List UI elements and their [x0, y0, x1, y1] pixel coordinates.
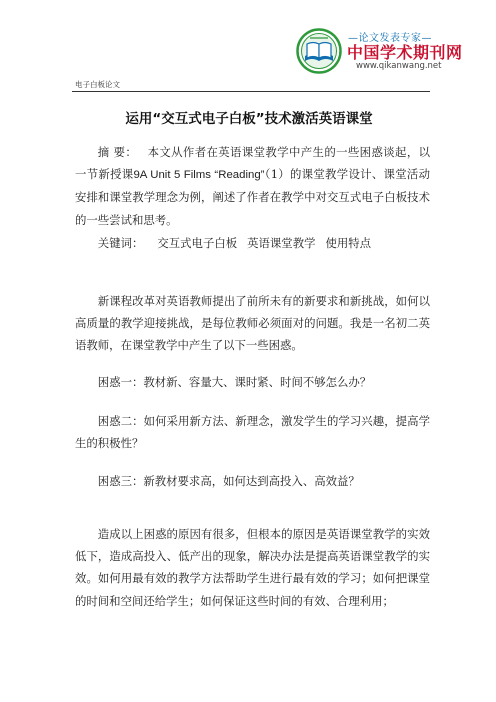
- logo-brand-name: 中国学术期刊网: [347, 43, 463, 62]
- book-emblem-icon: [296, 28, 342, 74]
- confusion-three: 困惑三：新教材要求高，如何达到高投入、高效益？: [97, 474, 360, 488]
- logo-url: www.qikanwang.net: [356, 61, 442, 71]
- body-paragraph: 新课程改革对英语教师提出了前所未有的新要求和新挑战，如何以高质量的教学迎接挑战，是每位教师必须面对的问题。我是一名初二英语教师，在课堂教学中产生了以下一些困惑。: [75, 294, 430, 353]
- logo-slogan: —论文发表专家—: [348, 33, 432, 44]
- body-paragraph: 造成以上困惑的原因有很多，但根本的原因是英语课堂教学的实效低下，造成高投入、低产出的现象，解决办法是提高英语课堂教学的实效。如何用最有效的教学方法帮助学生进行最有效的学习；如何把课堂的时间和空间还给学生；如何保证这些时间的有效、合理利用；: [75, 527, 430, 608]
- article-title: 运用“交互式电子白板”技术激活英语课堂: [125, 111, 373, 127]
- abstract-label: 摘 要：: [97, 145, 138, 159]
- keywords-line: [75, 232, 430, 254]
- header-divider: [72, 91, 430, 92]
- running-header: 电子白板论文: [75, 80, 120, 89]
- abstract-text-after: （1）的课堂教学设计、课堂活动安排和课堂教学理念为例，阐述了作者在教学中对交互式电子白板技术的一些尝试和思考。: [75, 167, 430, 227]
- abstract-text-before: 本文从作者在英语课堂教学中产生的一些困惑谈起，以一节新授课: [75, 145, 430, 182]
- confusion-two: 困惑二：如何采用新方法、新理念，激发学生的学习兴趣，提高学生的积极性？: [75, 414, 430, 451]
- abstract-paragraph: [75, 141, 430, 231]
- journal-logo: [296, 26, 463, 76]
- keywords-label: 关键词：: [97, 236, 144, 250]
- abstract-course-title: 9A Unit 5 Films “Reading”: [133, 169, 265, 182]
- keyword: 交互式电子白板: [157, 236, 238, 250]
- keyword: 英语课堂教学: [247, 236, 316, 250]
- confusion-one: 困惑一：教材新、容量大、课时紧、时间不够怎么办？: [97, 375, 372, 389]
- keyword: 使用特点: [325, 236, 372, 250]
